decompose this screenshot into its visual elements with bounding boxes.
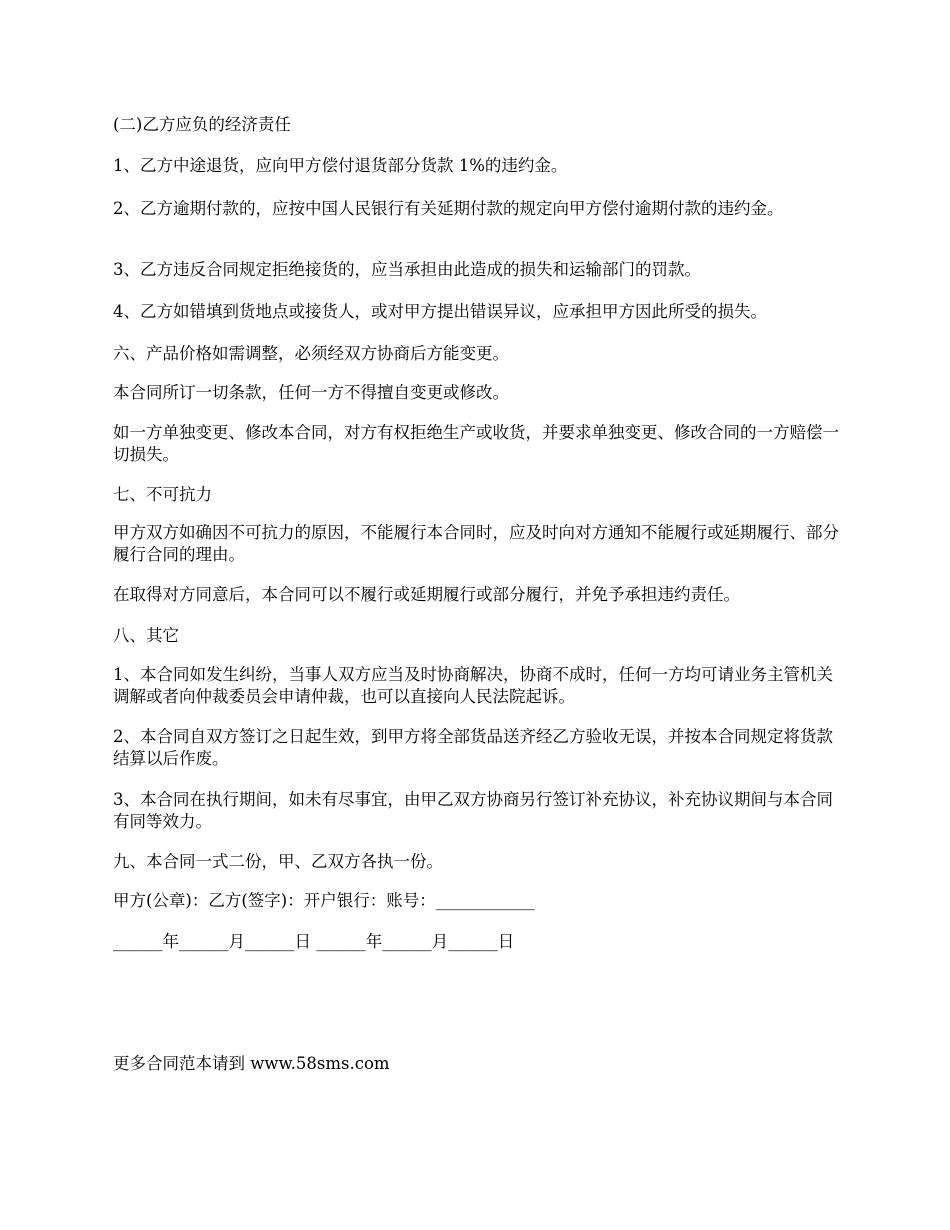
section-heading: 七、不可抗力 [113, 485, 212, 504]
paragraph: 2、乙方逾期付款的，应按中国人民银行有关延期付款的规定向甲方偿付逾期付款的违约金。 [113, 199, 784, 218]
paragraph: 甲方双方如确因不可抗力的原因，不能履行本合同时，应及时向对方通知不能履行或延期履行、部分履行合同的理由。 [113, 523, 839, 564]
paragraph: 3、本合同在执行期间，如未有尽事宜，由甲乙双方协商另行签订补充协议，补充协议期间与本合同有同等效力。 [113, 790, 833, 831]
paragraph: 3、乙方违反合同规定拒绝接货的，应当承担由此造成的损失和运输部门的罚款。 [113, 260, 701, 279]
section-heading: (二)乙方应负的经济责任 [113, 115, 291, 134]
paragraph: 2、本合同自双方签订之日起生效，到甲方将全部货品送齐经乙方验收无误，并按本合同规定将货款结算以后作废。 [113, 727, 833, 768]
paragraph: 1、本合同如发生纠纷，当事人双方应当及时协商解决，协商不成时，任何一方均可请业务主管机关调解或者向仲裁委员会申请仲裁，也可以直接向人民法院起诉。 [113, 665, 833, 706]
section-heading: 九、本合同一式二份，甲、乙双方各执一份。 [113, 852, 443, 871]
section-heading: 六、产品价格如需调整，必须经双方协商后方能变更。 [113, 344, 509, 363]
paragraph: 在取得对方同意后，本合同可以不履行或延期履行或部分履行，并免予承担违约责任。 [113, 585, 740, 604]
paragraph: 1、乙方中途退货，应向甲方偿付退货部分货款 1%的违约金。 [113, 156, 568, 175]
footer-link[interactable]: 更多合同范本请到 www.58sms.com [113, 1054, 390, 1073]
section-heading: 八、其它 [113, 626, 179, 645]
paragraph: 本合同所订一切条款，任何一方不得擅自变更或修改。 [113, 383, 509, 402]
date-line: ______年______月______日 ______年______月______日 [113, 932, 515, 951]
paragraph: 4、乙方如错填到货地点或接货人，或对甲方提出错误异议，应承担甲方因此所受的损失。 [113, 302, 767, 321]
signature-line: 甲方(公章)：乙方(签字)：开户银行：账号：____________ [113, 891, 535, 910]
paragraph: 如一方单独变更、修改本合同，对方有权拒绝生产或收货，并要求单独变更、修改合同的一方赔偿一切损失。 [113, 423, 839, 464]
